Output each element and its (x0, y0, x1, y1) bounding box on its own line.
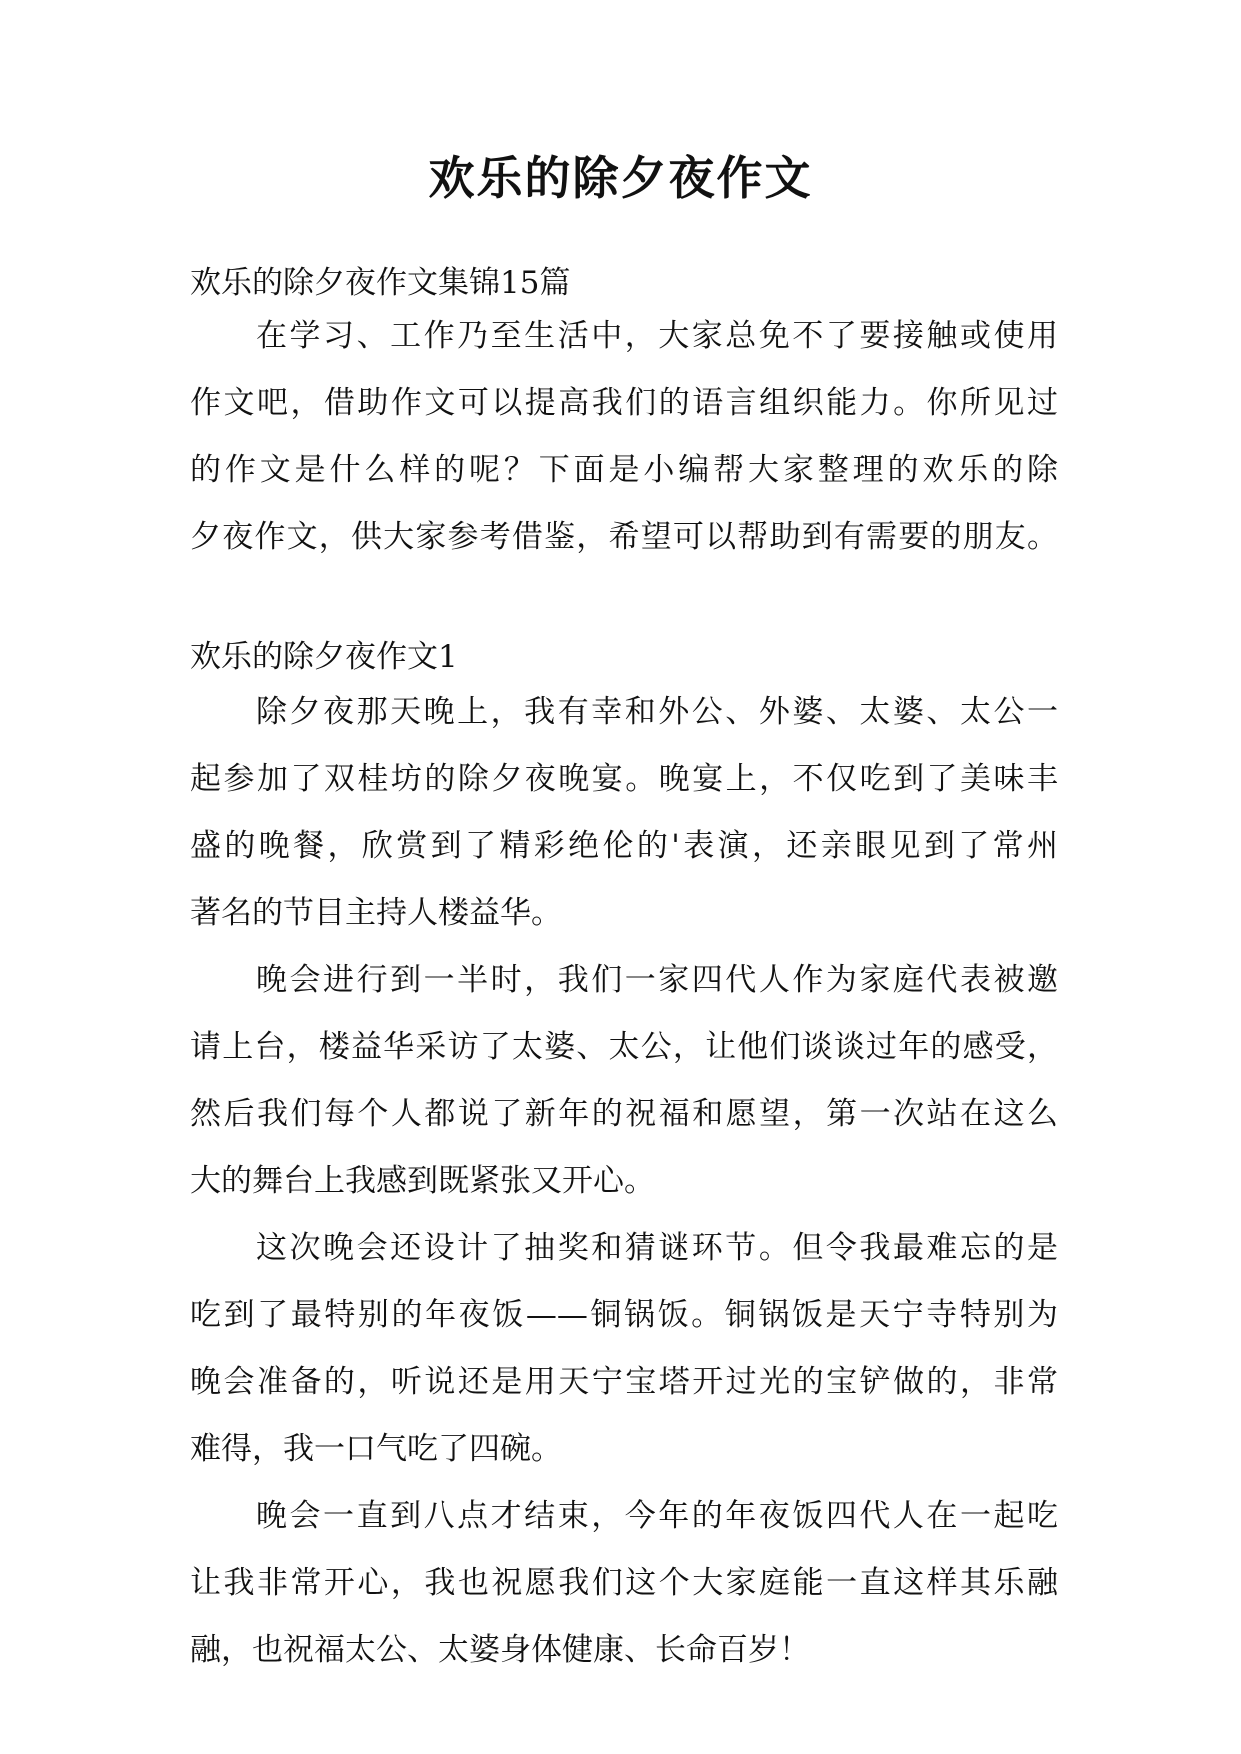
collection-subtitle: 欢乐的除夕夜作文集锦15篇 (190, 265, 571, 301)
paragraph-line: 除夕夜那天晚上，我有幸和外公、外婆、太婆、太公一 (256, 694, 1058, 730)
paragraph-line: 晚会一直到八点才结束，今年的年夜饭四代人在一起吃 (256, 1498, 1058, 1534)
essay-heading: 欢乐的除夕夜作文1 (190, 639, 458, 675)
paragraph-line: 起参加了双桂坊的除夕夜晚宴。晚宴上，不仅吃到了美味丰 (190, 761, 1058, 797)
page-title: 欢乐的除夕夜作文 (428, 151, 813, 205)
paragraph-line: 融，也祝福太公、太婆身体健康、长命百岁！ (190, 1632, 810, 1668)
paragraph-line: 晚会进行到一半时，我们一家四代人作为家庭代表被邀 (256, 962, 1058, 998)
paragraph-line: 著名的节目主持人楼益华。 (190, 895, 562, 931)
paragraph-line: 然后我们每个人都说了新年的祝福和愿望，第一次站在这么 (190, 1096, 1058, 1132)
paragraph-line: 请上台，楼益华采访了太婆、太公，让他们谈谈过年的感受， (190, 1029, 1058, 1065)
intro-line: 夕夜作文，供大家参考借鉴，希望可以帮助到有需要的朋友。 (190, 519, 1058, 555)
paragraph-line: 大的舞台上我感到既紧张又开心。 (190, 1163, 655, 1199)
paragraph-line: 吃到了最特别的年夜饭——铜锅饭。铜锅饭是天宁寺特别为 (190, 1297, 1058, 1333)
paragraph-line: 让我非常开心，我也祝愿我们这个大家庭能一直这样其乐融 (190, 1565, 1058, 1601)
paragraph-line: 这次晚会还设计了抽奖和猜谜环节。但令我最难忘的是 (256, 1230, 1058, 1266)
paragraph-line: 难得，我一口气吃了四碗。 (190, 1431, 562, 1467)
intro-line: 作文吧，借助作文可以提高我们的语言组织能力。你所见过 (190, 385, 1058, 421)
paragraph-line: 盛的晚餐，欣赏到了精彩绝伦的'表演，还亲眼见到了常州 (190, 828, 1058, 864)
intro-line: 在学习、工作乃至生活中，大家总免不了要接触或使用 (256, 318, 1058, 354)
intro-line: 的作文是什么样的呢？下面是小编帮大家整理的欢乐的除 (190, 452, 1058, 488)
paragraph-line: 晚会准备的，听说还是用天宁宝塔开过光的宝铲做的，非常 (190, 1364, 1058, 1400)
